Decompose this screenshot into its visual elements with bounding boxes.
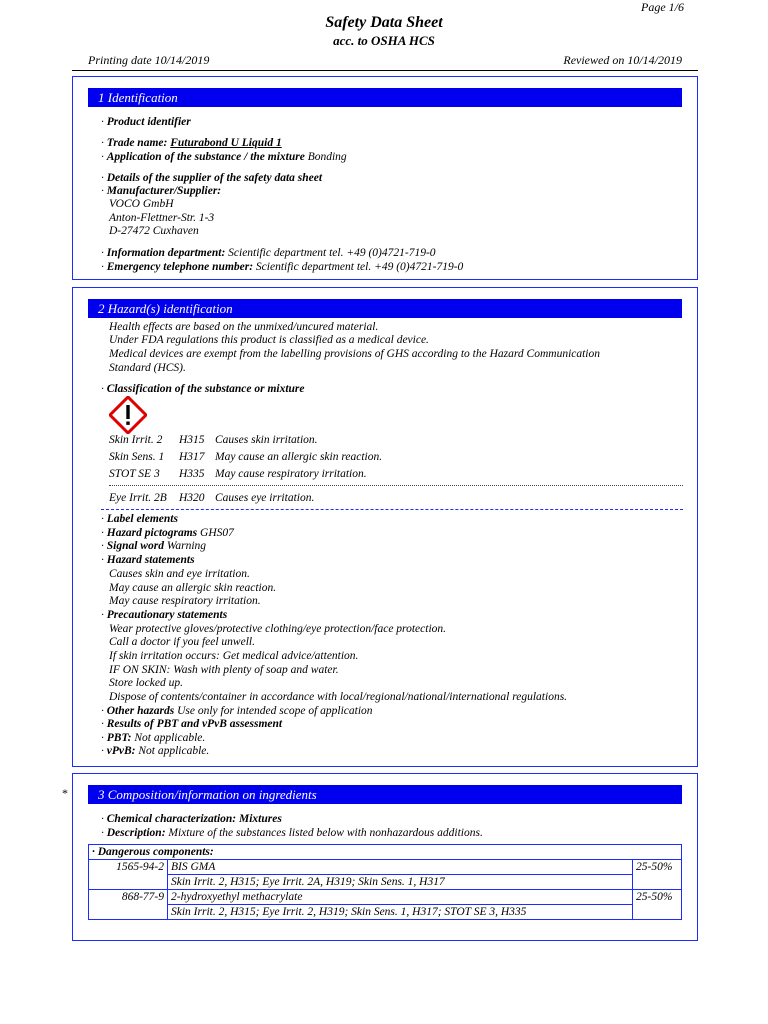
cas-number: 868-77-9 xyxy=(89,890,168,920)
classification-row: Skin Sens. 1 H317 May cause an allergic skin reaction. xyxy=(109,451,383,463)
table-subrow xyxy=(89,875,682,890)
component-classification: Skin Irrit. 2, H315; Eye Irrit. 2A, H319; Skin Sens. 1, H317 xyxy=(168,875,633,890)
product-identifier: · Product identifier xyxy=(101,116,191,129)
classification-row: Eye Irrit. 2B H320 Causes eye irritation. xyxy=(109,492,315,504)
other-hazards: · Other hazards Use only for intended scope of application xyxy=(101,705,373,718)
dashed-divider xyxy=(101,509,683,510)
hazard-statement: May cause an allergic skin reaction. xyxy=(109,582,277,594)
signal-word: · Signal word Warning xyxy=(101,540,206,553)
section-heading: 3 Composition/information on ingredients xyxy=(88,785,682,804)
section-heading: 1 Identification xyxy=(88,88,682,107)
hazard-statement: May cause respiratory irritation. xyxy=(109,595,261,607)
hazard-statements-label: · Hazard statements xyxy=(101,554,195,567)
hazard-statement: Causes skin and eye irritation. xyxy=(109,568,250,580)
precautionary-statement: Store locked up. xyxy=(109,677,183,689)
company-name: VOCO GmbH xyxy=(109,198,174,210)
supplier-details: · Details of the supplier of the safety data sheet xyxy=(101,172,322,185)
component-classification: Skin Irrit. 2, H315; Eye Irrit. 2, H319; Skin Sens. 1, H317; STOT SE 3, H335 xyxy=(168,905,633,920)
reviewed-date: Reviewed on 10/14/2019 xyxy=(563,53,682,67)
dotted-divider xyxy=(109,485,683,486)
section-hazards xyxy=(72,287,698,767)
component-name: BIS GMA xyxy=(168,860,633,875)
hazard-intro-line: Health effects are based on the unmixed/uncured material. xyxy=(109,321,379,333)
classification-label: · Classification of the substance or mixture xyxy=(101,383,305,396)
printing-date: Printing date 10/14/2019 xyxy=(88,53,210,67)
precautionary-statement: IF ON SKIN: Wash with plenty of soap and water. xyxy=(109,664,339,676)
table-row xyxy=(89,890,682,905)
hazard-intro-line: Medical devices are exempt from the labelling provisions of GHS according to the Hazard Communication xyxy=(109,348,601,360)
header-divider xyxy=(72,70,698,71)
section-composition xyxy=(72,773,698,941)
document-subtitle: acc. to OSHA HCS xyxy=(333,33,435,48)
manufacturer-label: · Manufacturer/Supplier: xyxy=(101,185,221,198)
label-elements: · Label elements xyxy=(101,513,178,526)
description: · Description: Mixture of the substances listed below with nonhazardous additions. xyxy=(101,827,483,840)
precautionary-statement: Wear protective gloves/protective clothing/eye protection/face protection. xyxy=(109,623,447,635)
pbt-results-label: · Results of PBT and vPvB assessment xyxy=(101,718,282,731)
section-heading: 2 Hazard(s) identification xyxy=(88,299,682,318)
chemical-characterization: · Chemical characterization: Mixtures xyxy=(101,813,282,826)
company-city: D-27472 Cuxhaven xyxy=(109,225,199,237)
precautionary-statement: Call a doctor if you feel unwell. xyxy=(109,636,255,648)
precautionary-statement: If skin irritation occurs: Get medical advice/attention. xyxy=(109,650,359,662)
classification-row: Skin Irrit. 2 H315 Causes skin irritation. xyxy=(109,434,318,446)
document-title: Safety Data Sheet xyxy=(325,14,443,31)
company-street: Anton-Flettner-Str. 1-3 xyxy=(109,212,215,224)
page-number: Page 1/6 xyxy=(641,0,684,14)
revision-marker: * xyxy=(62,786,68,800)
trade-name: · Trade name: Futurabond U Liquid 1 xyxy=(101,137,282,150)
vpvb-value: · vPvB: Not applicable. xyxy=(101,745,209,758)
hazard-intro-line: Under FDA regulations this product is classified as a medical device. xyxy=(109,334,429,346)
ghs07-exclamation-icon xyxy=(109,396,147,434)
table-header-row xyxy=(89,845,682,860)
precautionary-statement: Dispose of contents/container in accordance with local/regional/national/international regulations. xyxy=(109,691,568,703)
hazard-intro-line: Standard (HCS). xyxy=(109,362,186,374)
table-subrow xyxy=(89,905,682,920)
emergency-phone: · Emergency telephone number: Scientific department tel. +49 (0)4721-719-0 xyxy=(101,261,463,274)
precautionary-label: · Precautionary statements xyxy=(101,609,227,622)
pbt-value: · PBT: Not applicable. xyxy=(101,732,205,745)
dangerous-components-table xyxy=(88,844,682,920)
application: · Application of the substance / the mixture Bonding xyxy=(101,151,347,164)
component-name: 2-hydroxyethyl methacrylate xyxy=(168,890,633,905)
section-identification xyxy=(72,76,698,280)
hazard-pictograms: · Hazard pictograms GHS07 xyxy=(101,527,234,540)
component-percent: 25-50% xyxy=(633,890,682,920)
cas-number: 1565-94-2 xyxy=(89,860,168,890)
information-department: · Information department: Scientific department tel. +49 (0)4721-719-0 xyxy=(101,247,436,260)
classification-row: STOT SE 3 H335 May cause respiratory irritation. xyxy=(109,468,367,480)
table-header: · Dangerous components: xyxy=(89,845,682,860)
table-row xyxy=(89,860,682,875)
component-percent: 25-50% xyxy=(633,860,682,890)
